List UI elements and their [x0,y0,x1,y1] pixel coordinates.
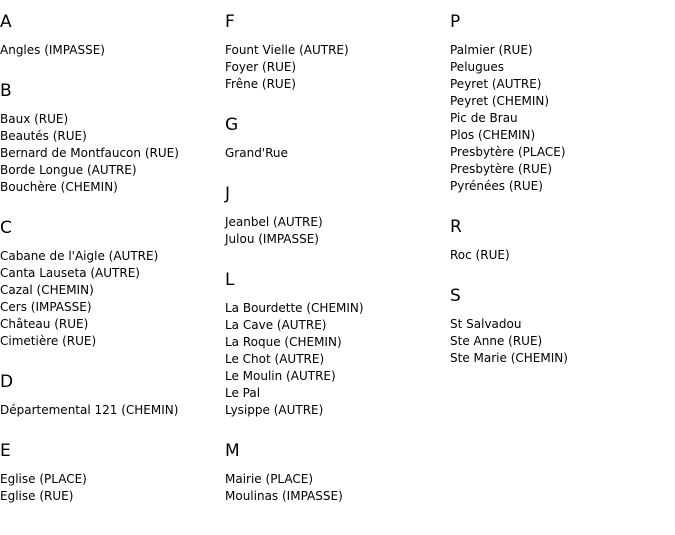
street-link[interactable]: Fount Vielle (AUTRE) [225,43,349,57]
street-link[interactable]: Jeanbel (AUTRE) [225,215,323,229]
letter-group-m [225,441,449,505]
letter-heading: S [450,286,461,306]
street-link[interactable]: St Salvadou [450,317,522,331]
letter-heading: A [0,12,12,32]
street-list [0,471,224,505]
letter-heading: F [225,12,235,32]
letter-group-b [0,81,224,196]
letter-group-p [450,12,674,195]
street-link[interactable]: Grand'Rue [225,146,288,160]
street-link[interactable]: Moulinas (IMPASSE) [225,489,343,503]
index-column-2 [225,0,449,527]
street-link[interactable]: Cazal (CHEMIN) [0,283,94,297]
street-link[interactable]: Presbytère (RUE) [450,162,553,176]
street-link[interactable]: Château (RUE) [0,317,89,331]
letter-group-g [225,115,449,162]
letter-group-a [0,12,224,59]
street-link[interactable]: Beautés (RUE) [0,129,87,143]
street-link[interactable]: Peyret (CHEMIN) [450,94,550,108]
street-link[interactable]: Peyret (AUTRE) [450,77,542,91]
street-link[interactable]: Julou (IMPASSE) [225,232,319,246]
letter-heading: G [225,115,239,135]
index-column-1 [0,0,224,527]
street-link[interactable]: Pyrénées (RUE) [450,179,543,193]
street-link[interactable]: Eglise (PLACE) [0,472,87,486]
street-list [0,42,224,59]
street-link[interactable]: Départemental 121 (CHEMIN) [0,403,179,417]
street-link[interactable]: Le Chot (AUTRE) [225,352,325,366]
street-link[interactable]: La Bourdette (CHEMIN) [225,301,364,315]
street-list [450,316,674,367]
letter-heading: M [225,441,240,461]
letter-heading: C [0,218,12,238]
letter-heading: L [225,270,235,290]
street-list [225,145,449,162]
street-link[interactable]: Cabane de l'Aigle (AUTRE) [0,249,159,263]
letter-group-e [0,441,224,505]
letter-heading: D [0,372,14,392]
street-link[interactable]: Angles (IMPASSE) [0,43,105,57]
street-link[interactable]: Cers (IMPASSE) [0,300,92,314]
street-link[interactable]: Canta Lauseta (AUTRE) [0,266,140,280]
street-list [225,214,449,248]
street-link[interactable]: Le Pal [225,386,261,400]
letter-group-s [450,286,674,367]
street-link[interactable]: Baux (RUE) [0,112,69,126]
letter-group-l [225,270,449,419]
letter-heading: E [0,441,11,461]
street-link[interactable]: Frêne (RUE) [225,77,296,91]
street-link[interactable]: Borde Longue (AUTRE) [0,163,137,177]
letter-group-j [225,184,449,248]
street-list [450,42,674,195]
street-link[interactable]: Mairie (PLACE) [225,472,314,486]
street-list [450,247,674,264]
street-link[interactable]: Lysippe (AUTRE) [225,403,324,417]
street-list [225,471,449,505]
street-link[interactable]: Bernard de Montfaucon (RUE) [0,146,179,160]
index-column-3 [450,0,674,389]
street-link[interactable]: Cimetière (RUE) [0,334,97,348]
street-list [0,248,224,350]
street-list [225,300,449,419]
street-link[interactable]: Foyer (RUE) [225,60,297,74]
letter-heading: P [450,12,461,32]
street-link[interactable]: Palmier (RUE) [450,43,533,57]
letter-heading: R [450,217,462,237]
street-list [0,111,224,196]
street-link[interactable]: Le Moulin (AUTRE) [225,369,336,383]
letter-heading: B [0,81,12,101]
street-link[interactable]: Eglise (RUE) [0,489,74,503]
letter-group-f [225,12,449,93]
street-link[interactable]: La Cave (AUTRE) [225,318,327,332]
street-link[interactable]: La Roque (CHEMIN) [225,335,342,349]
street-link[interactable]: Pelugues [450,60,504,74]
street-list [225,42,449,93]
street-link[interactable]: Pic de Brau [450,111,518,125]
letter-group-d [0,372,224,419]
letter-heading: J [225,184,231,204]
letter-group-c [0,218,224,350]
street-link[interactable]: Presbytère (PLACE) [450,145,566,159]
street-link[interactable]: Ste Anne (RUE) [450,334,543,348]
street-link[interactable]: Plos (CHEMIN) [450,128,536,142]
street-list [0,402,224,419]
street-link[interactable]: Ste Marie (CHEMIN) [450,351,568,365]
street-link[interactable]: Roc (RUE) [450,248,510,262]
street-link[interactable]: Bouchère (CHEMIN) [0,180,118,194]
letter-group-r [450,217,674,264]
